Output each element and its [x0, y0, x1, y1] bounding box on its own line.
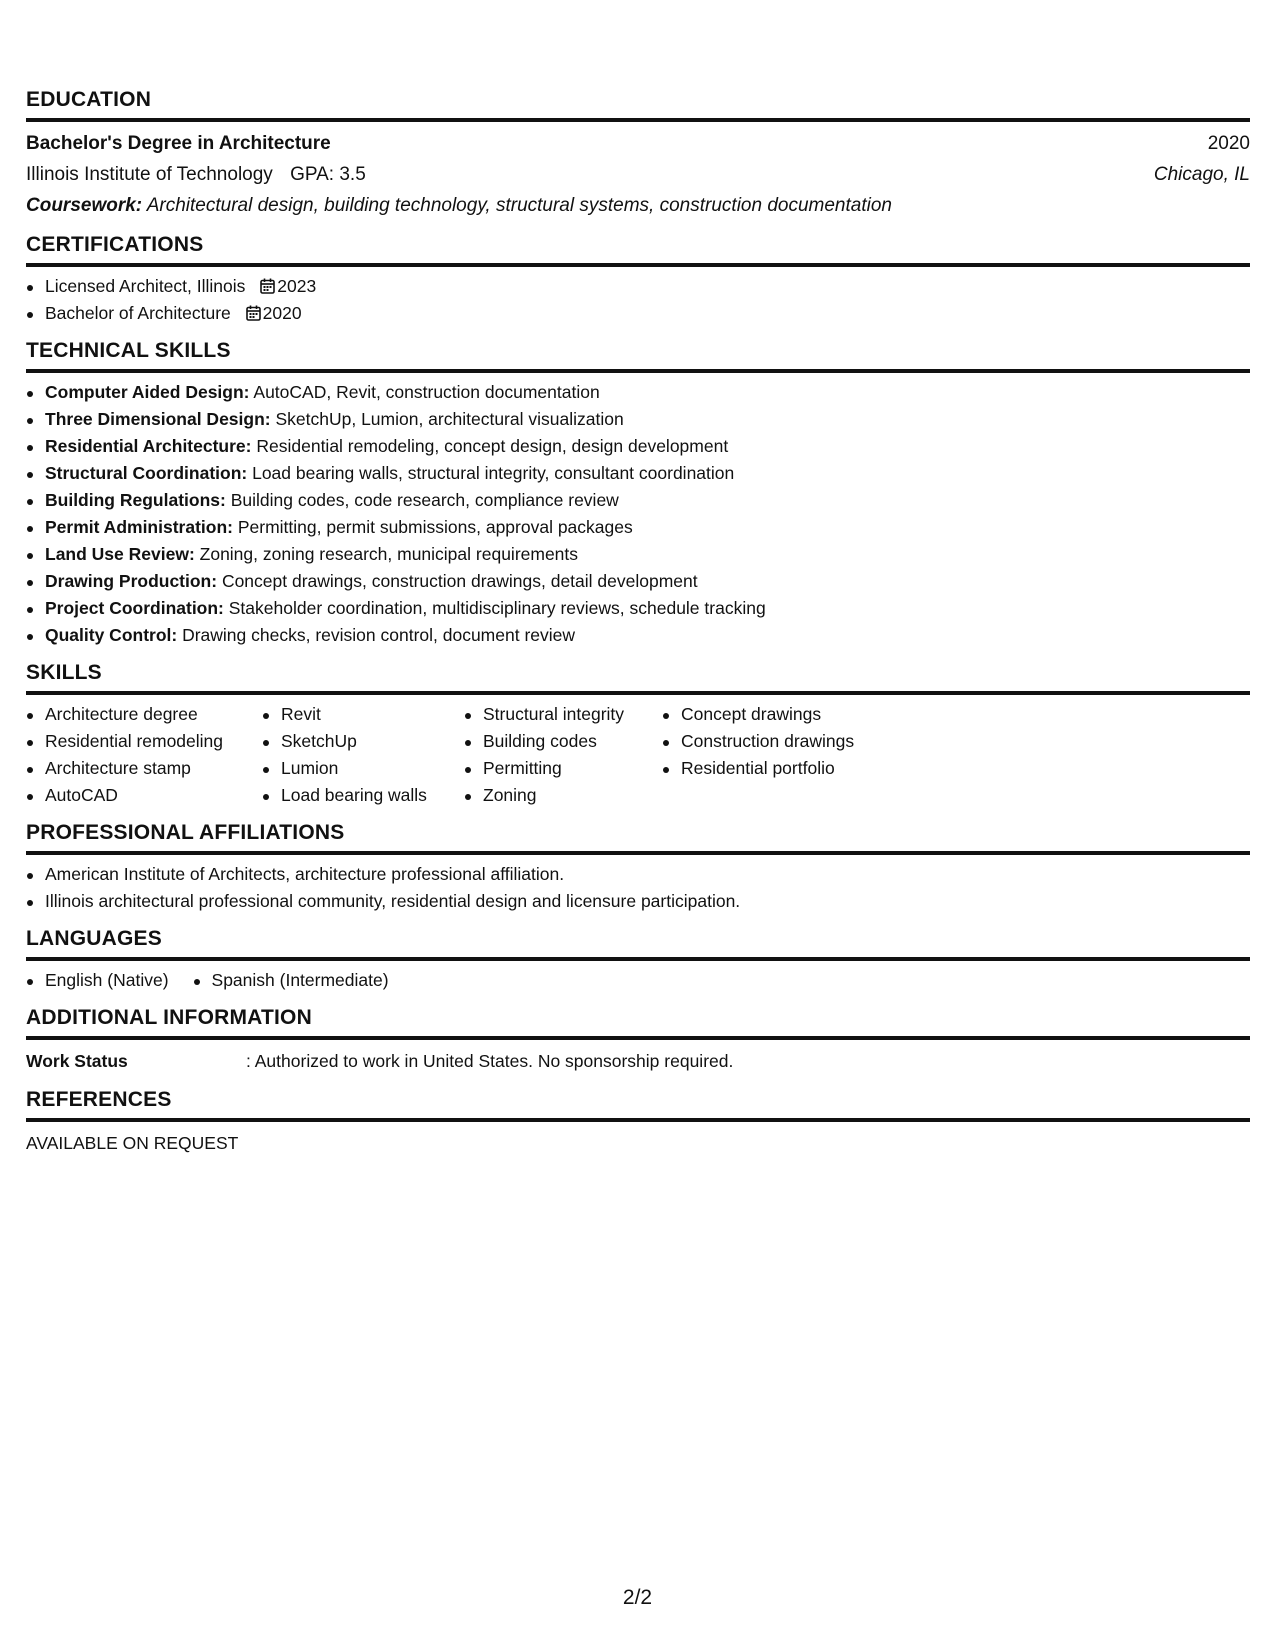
certifications-list: [26, 267, 1250, 327]
skill-details: Building codes, code research, compliance review: [225, 490, 619, 510]
coursework-label: Coursework:: [26, 195, 143, 216]
skill-details: Permitting, permit submissions, approval packages: [232, 517, 633, 537]
skill-details: Drawing checks, revision control, document review: [177, 625, 576, 645]
list-item: Revit: [262, 701, 464, 728]
section-title: EDUCATION: [26, 88, 1250, 122]
skills-columns: [26, 695, 1250, 809]
skill-details: Concept drawings, construction drawings, detail development: [217, 571, 698, 591]
list-item: [26, 541, 1250, 568]
section-title: LANGUAGES: [26, 927, 1250, 961]
list-item: Residential remodeling: [26, 728, 262, 755]
list-item: Building codes: [464, 728, 662, 755]
page-number: 2/2: [622, 1586, 653, 1609]
certifications-section: [26, 233, 1250, 327]
list-item: [26, 379, 1250, 406]
list-item: Illinois architectural professional community, residential design and licensure participation.: [26, 888, 1250, 915]
list-item: Load bearing walls: [262, 782, 464, 809]
section-title: ADDITIONAL INFORMATION: [26, 1006, 1250, 1040]
list-item: Permitting: [464, 755, 662, 782]
affiliations-section: [26, 821, 1250, 915]
gpa: GPA: 3.5: [290, 164, 366, 185]
list-item: Architecture degree: [26, 701, 262, 728]
certification-name: Bachelor of Architecture: [45, 303, 231, 323]
work-status-row: [26, 1040, 1250, 1076]
list-item: [26, 460, 1250, 487]
education-section: [26, 88, 1250, 221]
section-title: TECHNICAL SKILLS: [26, 339, 1250, 373]
work-status-value: : Authorized to work in United States. No sponsorship required.: [246, 1051, 734, 1071]
list-item: [26, 568, 1250, 595]
work-status-label: Work Status: [26, 1051, 128, 1071]
calendar-icon: [260, 278, 275, 294]
technical-skills-section: [26, 339, 1250, 649]
list-item: Construction drawings: [662, 728, 902, 755]
list-item: SketchUp: [262, 728, 464, 755]
degree-title: Bachelor's Degree in Architecture: [26, 133, 331, 154]
certification-year: 2020: [262, 303, 302, 323]
list-item: [26, 433, 1250, 460]
list-item: Zoning: [464, 782, 662, 809]
certification-year: 2023: [277, 276, 317, 296]
certification-name: Licensed Architect, Illinois: [45, 276, 246, 296]
list-item: [26, 622, 1250, 649]
list-item: Spanish (Intermediate): [193, 967, 389, 994]
affiliations-list: [26, 855, 1250, 915]
additional-info-section: [26, 1006, 1250, 1076]
skill-category: Drawing Production:: [45, 571, 218, 591]
resume-page: [26, 88, 1250, 1170]
skill-details: AutoCAD, Revit, construction documentation: [249, 382, 600, 402]
list-item: [26, 300, 1250, 327]
skill-category: Permit Administration:: [45, 517, 233, 537]
list-item: [26, 595, 1250, 622]
skill-category: Quality Control:: [45, 625, 178, 645]
list-item: Concept drawings: [662, 701, 902, 728]
skills-column: [662, 701, 902, 809]
skill-category: Building Regulations:: [45, 490, 226, 510]
skills-column: [262, 701, 464, 809]
references-text: AVAILABLE ON REQUEST: [26, 1133, 239, 1153]
section-title: PROFESSIONAL AFFILIATIONS: [26, 821, 1250, 855]
list-item: [26, 406, 1250, 433]
section-title: CERTIFICATIONS: [26, 233, 1250, 267]
references-section: [26, 1088, 1250, 1158]
list-item: Structural integrity: [464, 701, 662, 728]
skill-details: Stakeholder coordination, multidisciplinary reviews, schedule tracking: [223, 598, 766, 618]
list-item: Architecture stamp: [26, 755, 262, 782]
section-title: REFERENCES: [26, 1088, 1250, 1122]
skill-category: Structural Coordination:: [45, 463, 248, 483]
section-title: SKILLS: [26, 661, 1250, 695]
list-item: [26, 273, 1250, 300]
skill-category: Computer Aided Design:: [45, 382, 250, 402]
list-item: [26, 487, 1250, 514]
list-item: [26, 514, 1250, 541]
list-item: Residential portfolio: [662, 755, 902, 782]
calendar-icon: [246, 305, 261, 321]
skill-category: Residential Architecture:: [45, 436, 252, 456]
list-item: English (Native): [26, 967, 169, 994]
education-entry: [26, 122, 1250, 221]
skill-details: SketchUp, Lumion, architectural visualization: [270, 409, 624, 429]
skills-column: [464, 701, 662, 809]
skill-category: Project Coordination:: [45, 598, 224, 618]
skill-category: Three Dimensional Design:: [45, 409, 271, 429]
languages-list: [26, 961, 1250, 994]
school-location: Chicago, IL: [1153, 164, 1250, 185]
list-item: AutoCAD: [26, 782, 262, 809]
school-name: Illinois Institute of Technology: [26, 164, 273, 185]
list-item: Lumion: [262, 755, 464, 782]
technical-skills-list: [26, 373, 1250, 649]
skill-details: Load bearing walls, structural integrity, consultant coordination: [247, 463, 735, 483]
list-item: American Institute of Architects, architecture professional affiliation.: [26, 861, 1250, 888]
skill-details: Zoning, zoning research, municipal requirements: [194, 544, 579, 564]
skills-section: [26, 661, 1250, 809]
graduation-year: 2020: [1207, 133, 1250, 154]
coursework-text: Architectural design, building technology, structural systems, construction documentation: [142, 195, 892, 216]
languages-section: [26, 927, 1250, 994]
skills-column: [26, 701, 262, 809]
skill-category: Land Use Review:: [45, 544, 195, 564]
skill-details: Residential remodeling, concept design, design development: [251, 436, 729, 456]
